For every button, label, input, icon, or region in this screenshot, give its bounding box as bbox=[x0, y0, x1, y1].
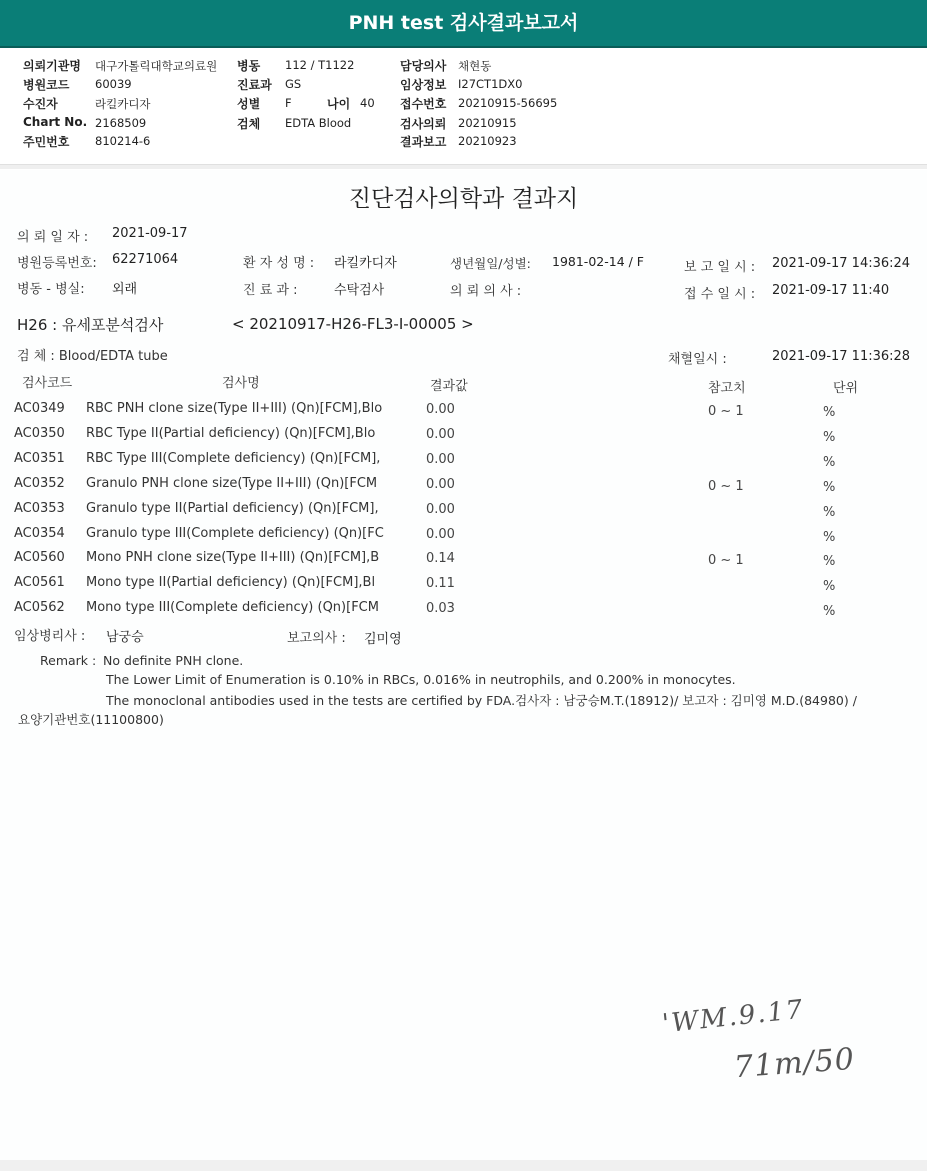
remark-line-1: No definite PNH clone. bbox=[103, 653, 244, 668]
header-label: 접수번호 bbox=[400, 97, 447, 111]
collect-label: 채혈일시 : bbox=[668, 352, 727, 367]
header-value: I27CT1DX0 bbox=[458, 77, 523, 91]
header-value: F bbox=[285, 96, 292, 110]
test-code: AC0562 bbox=[14, 600, 65, 615]
test-name: Mono type III(Complete deficiency) (Qn)[FCM bbox=[86, 600, 379, 615]
patient-name-label: 환 자 성 명 : bbox=[243, 256, 315, 271]
test-unit: % bbox=[823, 604, 836, 619]
test-name: Mono type II(Partial deficiency) (Qn)[FCM],Bl bbox=[86, 575, 376, 590]
header-label: 결과보고 bbox=[400, 135, 447, 149]
age-label: 나이 bbox=[327, 97, 351, 111]
test-unit: % bbox=[823, 430, 836, 445]
header-value: GS bbox=[285, 77, 302, 91]
reg-no: 62271064 bbox=[112, 252, 179, 267]
ward: 외래 bbox=[112, 282, 138, 297]
header-label: 임상정보 bbox=[400, 78, 447, 92]
section-title: H26 : 유세포분석검사 bbox=[17, 316, 164, 334]
test-code: AC0349 bbox=[14, 401, 65, 416]
test-result: 0.00 bbox=[426, 527, 455, 542]
receipt-date: 2021-09-17 11:40 bbox=[772, 283, 890, 298]
test-result: 0.00 bbox=[426, 402, 455, 417]
header-value: 20210923 bbox=[458, 134, 517, 148]
dept: 수탁검사 bbox=[334, 283, 385, 298]
test-code: AC0352 bbox=[14, 476, 65, 491]
birth-label: 생년월일/성별: bbox=[450, 256, 531, 271]
test-result: 0.00 bbox=[426, 477, 455, 492]
test-name: RBC Type III(Complete deficiency) (Qn)[FCM], bbox=[86, 451, 381, 466]
header-label: 검체 bbox=[237, 117, 261, 131]
tech-label: 임상병리사 : bbox=[14, 629, 86, 644]
receipt-label: 접 수 일 시 : bbox=[684, 287, 756, 302]
header-value: 채현동 bbox=[458, 59, 492, 73]
test-result: 0.03 bbox=[426, 601, 455, 616]
test-unit: % bbox=[823, 480, 836, 495]
reg-no-label: 병원등록번호: bbox=[17, 256, 97, 271]
header-label: 병동 bbox=[237, 59, 261, 73]
col-ref: 참고치 bbox=[708, 381, 746, 396]
request-date: 2021-09-17 bbox=[112, 226, 188, 241]
patient-name: 라킬카디자 bbox=[334, 256, 397, 271]
header-label: 진료과 bbox=[237, 78, 272, 92]
test-result: 0.14 bbox=[426, 551, 455, 566]
report-header-title: PNH test 검사결과보고서 bbox=[348, 12, 579, 34]
bottom-strip bbox=[0, 1160, 927, 1171]
test-unit: % bbox=[823, 579, 836, 594]
test-name: Mono PNH clone size(Type II+III) (Qn)[FCM],B bbox=[86, 550, 380, 565]
header-value: 60039 bbox=[95, 77, 132, 91]
test-unit: % bbox=[823, 505, 836, 520]
test-name: RBC PNH clone size(Type II+III) (Qn)[FCM],Blo bbox=[86, 401, 383, 416]
header-label: 수진자 bbox=[23, 97, 58, 111]
age-value: 40 bbox=[360, 96, 375, 110]
report-date-label: 보 고 일 시 : bbox=[684, 260, 756, 275]
test-code: AC0351 bbox=[14, 451, 65, 466]
test-code: AC0350 bbox=[14, 426, 65, 441]
col-unit: 단위 bbox=[833, 381, 859, 396]
handwriting-line-1: 'WM.9.17 bbox=[660, 994, 806, 1040]
remark-label: Remark : bbox=[40, 653, 97, 668]
test-code: AC0354 bbox=[14, 526, 65, 541]
remark-line-2: The Lower Limit of Enumeration is 0.10% in RBCs, 0.016% in neutrophils, and 0.200% in monocytes. bbox=[106, 672, 736, 687]
report-date: 2021-09-17 14:36:24 bbox=[772, 256, 911, 271]
dept-label: 진 료 과 : bbox=[243, 283, 298, 298]
header-value: 2168509 bbox=[95, 116, 147, 130]
header-value: 112 / T1122 bbox=[285, 58, 355, 72]
section-divider bbox=[0, 164, 927, 169]
request-date-label: 의 뢰 일 자 : bbox=[17, 230, 89, 245]
doctor-label: 의 뢰 의 사 : bbox=[450, 284, 522, 299]
remark-line-3: The monoclonal antibodies used in the tests are certified by FDA.검사자 : 남궁승M.T.(18912)/ 보고자 : 김미영 M.D.(84980) / bbox=[106, 693, 857, 708]
report-sheet bbox=[0, 170, 927, 1160]
test-result: 0.00 bbox=[426, 427, 455, 442]
header-label: 주민번호 bbox=[23, 135, 70, 149]
col-code: 검사코드 bbox=[22, 376, 73, 391]
test-name: Granulo type III(Complete deficiency) (Qn)[FC bbox=[86, 526, 384, 541]
reporter-name: 김미영 bbox=[364, 632, 402, 647]
collect-date: 2021-09-17 11:36:28 bbox=[772, 349, 911, 364]
header-label: 병원코드 bbox=[23, 78, 70, 92]
header-label: 검사의뢰 bbox=[400, 117, 447, 131]
tech-name: 남궁승 bbox=[106, 630, 144, 645]
test-name: Granulo PNH clone size(Type II+III) (Qn)[FCM bbox=[86, 476, 378, 491]
test-code: AC0561 bbox=[14, 575, 65, 590]
remark-line-4: 요양기관번호(11100800) bbox=[18, 712, 164, 727]
header-value: 라킬카디자 bbox=[95, 97, 151, 111]
col-result: 결과값 bbox=[430, 379, 468, 394]
test-name: Granulo type II(Partial deficiency) (Qn)[FCM], bbox=[86, 501, 379, 516]
test-unit: % bbox=[823, 455, 836, 470]
header-label: 성별 bbox=[237, 97, 261, 111]
ward-label: 병동 - 병실: bbox=[17, 282, 85, 297]
test-unit: % bbox=[823, 554, 836, 569]
test-code: AC0560 bbox=[14, 550, 65, 565]
header-label: Chart No. bbox=[23, 115, 88, 129]
header-label: 담당의사 bbox=[400, 59, 447, 73]
accession-number: < 20210917-H26-FL3-I-00005 > bbox=[232, 315, 474, 333]
header-value: EDTA Blood bbox=[285, 116, 352, 130]
handwriting-line-2: 71m/50 bbox=[732, 1041, 856, 1086]
test-result: 0.11 bbox=[426, 576, 455, 591]
test-result: 0.00 bbox=[426, 452, 455, 467]
test-code: AC0353 bbox=[14, 501, 65, 516]
specimen: 검 체 : Blood/EDTA tube bbox=[17, 349, 168, 364]
test-name: RBC Type II(Partial deficiency) (Qn)[FCM],Blo bbox=[86, 426, 376, 441]
header-value: 대구가톨릭대학교의료원 bbox=[95, 59, 218, 73]
header-value: 20210915 bbox=[458, 116, 517, 130]
test-reference: 0 ~ 1 bbox=[708, 479, 744, 494]
col-name: 검사명 bbox=[222, 376, 260, 391]
header-label: 의뢰기관명 bbox=[23, 59, 81, 73]
report-title: 진단검사의학과 결과지 bbox=[348, 186, 579, 212]
test-unit: % bbox=[823, 530, 836, 545]
test-result: 0.00 bbox=[426, 502, 455, 517]
header-value: 20210915-56695 bbox=[458, 96, 558, 110]
birth: 1981-02-14 / F bbox=[552, 254, 644, 269]
reporter-label: 보고의사 : bbox=[287, 631, 346, 646]
test-reference: 0 ~ 1 bbox=[708, 404, 744, 419]
test-reference: 0 ~ 1 bbox=[708, 553, 744, 568]
test-unit: % bbox=[823, 405, 836, 420]
header-value: 810214-6 bbox=[95, 134, 151, 148]
